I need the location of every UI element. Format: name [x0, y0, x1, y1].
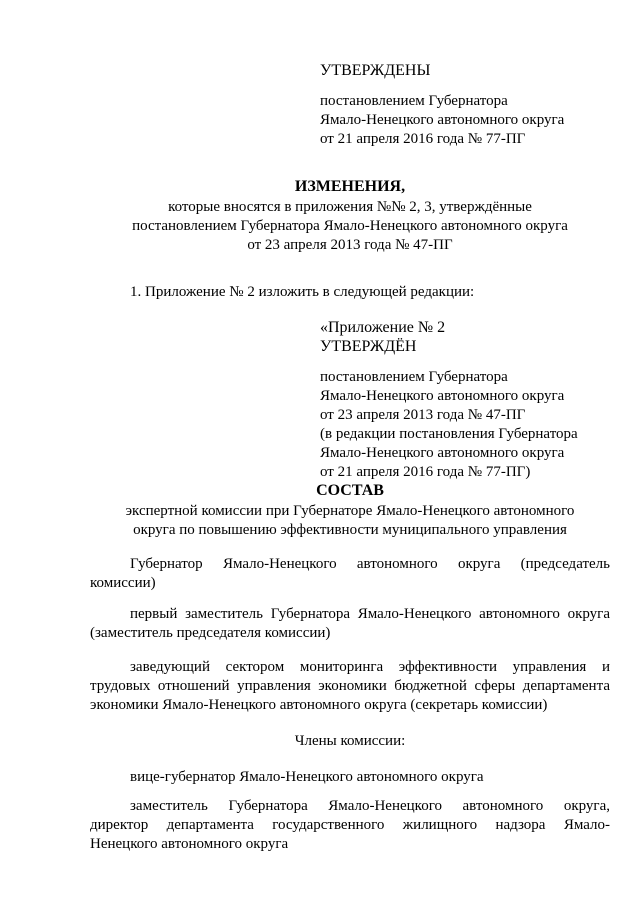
item-1: 1. Приложение № 2 изложить в следующей редакции:: [130, 284, 475, 300]
changes-line: которые вносятся в приложения №№ 2, 3, утверждённые: [168, 199, 532, 215]
appendix-line: (в редакции постановления Губернатора: [320, 426, 578, 442]
composition-line: округа по повышению эффективности муниципального управления: [133, 522, 567, 538]
appendix-heading: УТВЕРЖДЁН: [320, 338, 417, 355]
composition-line: экспертной комиссии при Губернаторе Ямало-Ненецкого автономного: [125, 503, 575, 519]
appendix-line: от 23 апреля 2013 года № 47-ПГ: [320, 407, 526, 423]
composition-block: [90, 480, 610, 540]
member-line: заведующий сектором мониторинга эффективности управления и: [130, 659, 610, 675]
member-line: (заместитель председателя комиссии): [90, 625, 331, 641]
composition-title: СОСТАВ: [316, 482, 384, 499]
appendix-line: «Приложение № 2: [320, 319, 446, 336]
changes-title: ИЗМЕНЕНИЯ,: [294, 178, 406, 195]
member-line: Ненецкого автономного округа: [90, 836, 289, 852]
member-line: Губернатор Ямало-Ненецкого автономного округа (председатель: [130, 556, 610, 572]
approval-line: постановлением Губернатора: [320, 93, 508, 109]
appendix-line: постановлением Губернатора: [320, 369, 508, 385]
member-line: первый заместитель Губернатора Ямало-Ненецкого автономного округа: [130, 606, 610, 622]
approval-line: от 21 апреля 2016 года № 77-ПГ: [320, 131, 526, 147]
appendix-block: [320, 318, 620, 482]
members-heading: Члены комиссии:: [294, 733, 406, 749]
member-line: трудовых отношений управления экономики бюджетной сферы департамента: [90, 678, 610, 694]
approval-block: [320, 60, 620, 149]
member-deputy-chairman: [90, 605, 610, 643]
appendix-line: Ямало-Ненецкого автономного округа: [320, 445, 565, 461]
appendix-line: от 21 апреля 2016 года № 77-ПГ): [320, 464, 531, 480]
appendix-line: Ямало-Ненецкого автономного округа: [320, 388, 565, 404]
member-line: комиссии): [90, 575, 156, 591]
member-deputy-governor: [90, 797, 610, 854]
approval-heading: УТВЕРЖДЕНЫ: [320, 62, 431, 79]
changes-line: от 23 апреля 2013 года № 47-ПГ: [247, 237, 453, 253]
member-line: директор департамента государственного жилищного надзора Ямало-: [90, 817, 610, 833]
member-secretary: [90, 658, 610, 715]
member-line: экономики Ямало-Ненецкого автономного округа (секретарь комиссии): [90, 697, 548, 713]
member-chairman: [90, 555, 610, 593]
member-vice-governor: вице-губернатор Ямало-Ненецкого автономного округа: [130, 769, 484, 785]
changes-line: постановлением Губернатора Ямало-Ненецкого автономного округа: [132, 218, 568, 234]
changes-block: [90, 176, 610, 255]
approval-line: Ямало-Ненецкого автономного округа: [320, 112, 565, 128]
member-line: заместитель Губернатора Ямало-Ненецкого автономного округа,: [130, 798, 610, 814]
